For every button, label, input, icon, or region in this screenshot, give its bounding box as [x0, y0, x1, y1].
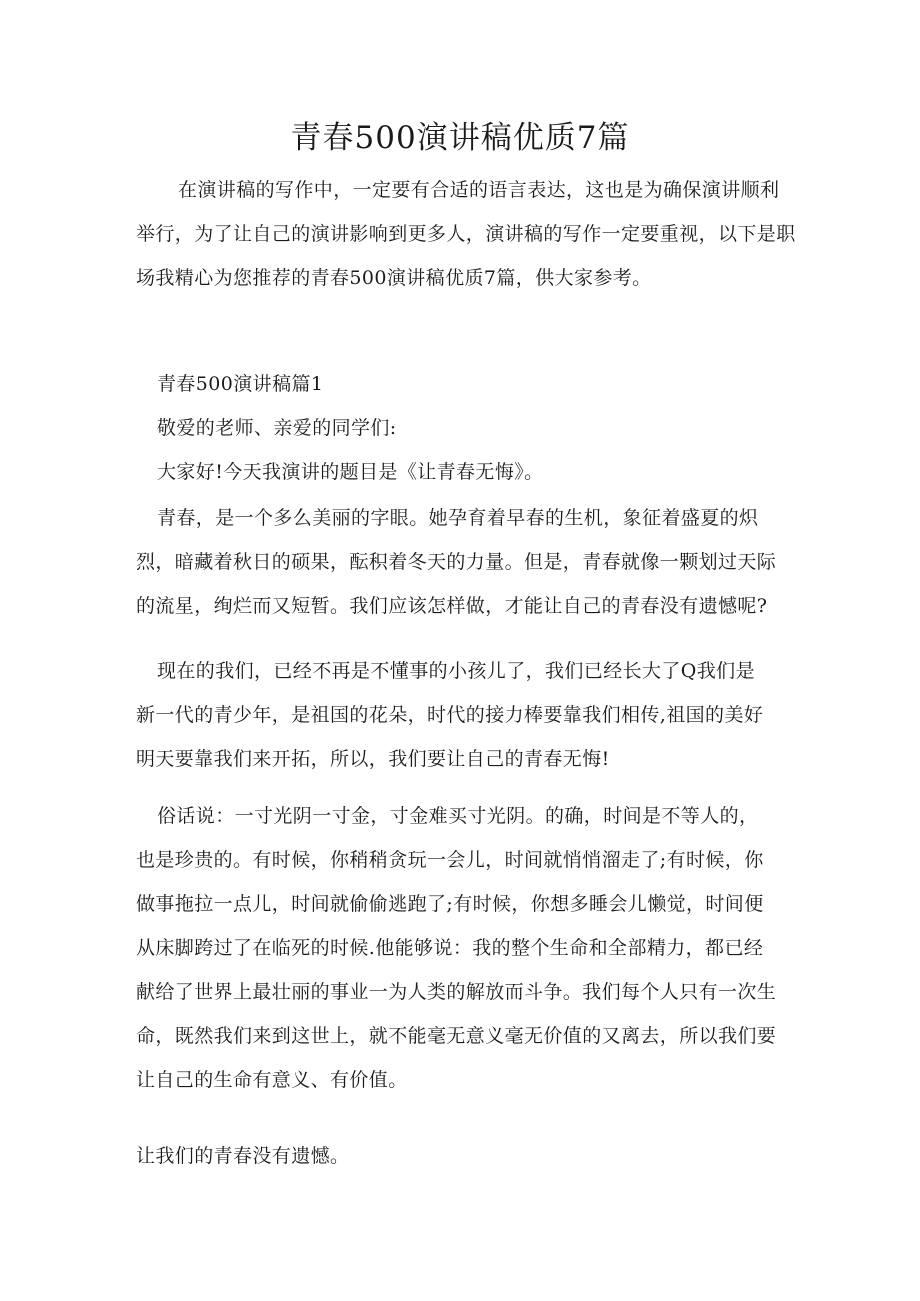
para-3-line: 从床脚跨过了在临死的时候.他能够说：我的整个生命和全部精力，都已经: [136, 937, 764, 959]
para-3-line: 俗话说：一寸光阴一寸金，寸金难买寸光阴。的确，时间是不等人的，: [157, 805, 759, 827]
closing-line: 让我们的青春没有遗憾。: [136, 1145, 350, 1167]
para-3-line: 也是珍贵的。有时候，你稍稍贪玩一会儿，时间就悄悄溜走了;有时候，你: [136, 849, 764, 871]
para-2-line: 明天要靠我们来开拓，所以，我们要让自己的青春无悔!: [136, 748, 610, 770]
document-title: 青春500演讲稿优质7篇: [290, 120, 630, 156]
para-1-line: 的流星，绚烂而又短暂。我们应该怎样做，才能让自己的青春没有遗憾呢?: [136, 595, 768, 617]
para-3-line: 做事拖拉一点儿，时间就偷偷逃跑了;有时候，你想多睡会儿懒觉，时间便: [136, 893, 764, 915]
para-2-line: 现在的我们，已经不再是不懂事的小孩儿了，我们已经长大了Q我们是: [157, 660, 755, 682]
para-1-line: 烈，暗藏着秋日的硕果，酝积着冬天的力量。但是，青春就像一颗划过天际: [136, 551, 777, 573]
para-2-line: 新一代的青少年，是祖国的花朵，时代的接力棒要靠我们相传,祖国的美好: [136, 704, 764, 726]
intro-paragraph: 在演讲稿的写作中，一定要有合适的语言表达，这也是为确保演讲顺利举行，为了让自己的演讲影响到更多人，演讲稿的写作一定要重视，以下是职场我精心为您推荐的青春500演讲稿优质7篇，供大家参考。: [136, 179, 796, 289]
section-heading: 青春500演讲稿篇1: [157, 373, 324, 395]
greeting: 大家好!今天我演讲的题目是《让青春无悔》。: [157, 461, 544, 483]
para-1-line: 青春，是一个多么美丽的字眼。她孕育着早春的生机，象征着盛夏的炽: [157, 507, 759, 529]
para-3-line: 命，既然我们来到这世上，就不能毫无意义毫无价值的又离去，所以我们要: [136, 1025, 777, 1047]
salutation: 敬爱的老师、亲爱的同学们:: [157, 417, 397, 439]
para-3-line: 献给了世界上最壮丽的事业一为人类的解放而斗争。我们每个人只有一次生: [136, 981, 777, 1003]
para-3-line: 让自己的生命有意义、有价值。: [136, 1069, 408, 1091]
